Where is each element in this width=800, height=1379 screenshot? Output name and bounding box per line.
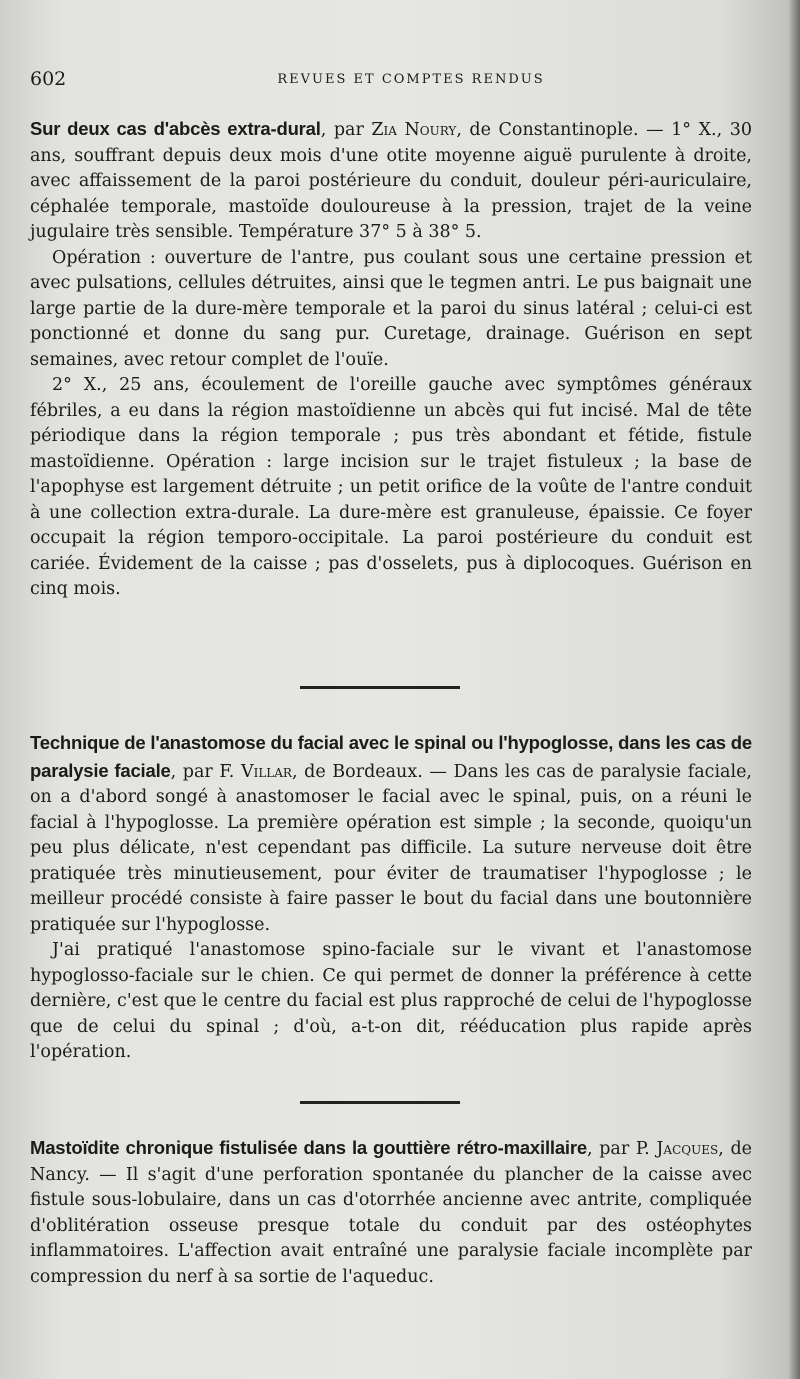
article-2-body: , de Bordeaux. — Dans les cas de paralysie faciale, on a d'abord songé à anastomoser le facial avec le spinal, puis, on a réuni le facial à l'hypoglosse. La première opération est simple ; la seconde, quoiqu'un peu plus délicate, n'est cependant pas difficile. La suture nerveuse doit être pratiquée très minutieusement, pour éviter de traumatiser l'hypoglosse ; le meilleur procédé consiste à faire passer le bout du facial dans une boutonnière pratiquée sur l'hypoglosse. — [30, 761, 752, 935]
article-2-paragraph-1 — [30, 730, 752, 938]
article-extra-dural-abscess — [30, 116, 752, 603]
article-1-paragraph-3: 2° X., 25 ans, écoulement de l'oreille gauche avec symptômes généraux fébriles, a eu dans la région mastoïdienne un abcès qui fut incisé. Mal de tête périodique dans la région temporale ; pus très abondant et fétide, fistule mastoïdienne. Opération : large incision sur le trajet fistuleux ; la base de l'apophyse est largement détruite ; un petit orifice de la voûte de l'antre conduit à une collection extra-durale. La dure-mère est granuleuse, épaissie. Ce foyer occupait la région temporo-occipitale. La paroi postérieure du conduit est cariée. Évidement de la caisse ; pas d'osselets, pus à diplocoques. Guérison en cinq mois. — [30, 375, 752, 599]
article-3-author: Jacques — [656, 1139, 719, 1159]
article-2-pre-author: , par F. — [170, 761, 241, 782]
page-header — [30, 68, 772, 98]
article-1-pre-author: , par — [320, 120, 372, 140]
article-3-paragraph-1 — [30, 1135, 752, 1290]
article-1-title: Sur deux cas d'abcès extra-dural — [30, 118, 321, 139]
article-2-title: Technique de l'anastomose du facial avec le spinal ou l'hypoglosse, dans les cas de paralysie faciale — [30, 732, 752, 781]
section-divider-1 — [300, 686, 460, 689]
article-2-paragraph-2: J'ai pratiqué l'anastomose spino-faciale sur le vivant et l'anastomose hypoglosso-faciale sur le chien. Ce qui permet de donner la préférence à cette dernière, c'est que le centre du facial est plus rapproché de celui de l'hypoglosse que de celui du spinal ; d'où, a-t-on dit, rééducation plus rapide après l'opération. — [30, 940, 752, 1062]
article-1-paragraph-2: Opération : ouverture de l'antre, pus coulant sous une certaine pression et avec pulsations, cellules détruites, ainsi que le tegmen antri. Le pus baignait une large partie de la dure-mère temporale et la paroi du sinus latéral ; celui-ci est ponctionné et donne du sang pur. Curetage, drainage. Guérison en sept semaines, avec retour complet de l'ouïe. — [30, 247, 752, 370]
section-divider-2 — [300, 1101, 460, 1104]
article-facial-anastomosis — [30, 730, 752, 1066]
article-1-paragraph-1 — [30, 116, 752, 246]
article-chronic-mastoiditis — [30, 1135, 752, 1290]
running-head: REVUES ET COMPTES RENDUS — [277, 72, 545, 87]
article-1-author: Zia Noury — [371, 120, 457, 140]
page-number: 602 — [30, 68, 67, 90]
article-3-pre-author: , par P. — [586, 1139, 657, 1159]
article-3-body: , de Nancy. — Il s'agit d'une perforation spontanée du plancher de la caisse avec fistule sous-lobulaire, dans un cas d'otorrhée ancienne avec antrite, compliquée d'oblitération osseuse presque totale du conduit par des ostéophytes inflammatoires. L'affection avait entraîné une paralysie faciale incomplète par compression du nerf à sa sortie de l'aqueduc. — [30, 1139, 753, 1287]
page-edge-shadow — [788, 0, 800, 1379]
article-1-body: , de Constantinople. — 1° X., 30 ans, souffrant depuis deux mois d'une otite moyenne aiguë purulente à droite, avec affaissement de la paroi postérieure du conduit, douleur péri-auriculaire, céphalée temporale, mastoïde douloureuse à la pression, trajet de la veine jugulaire très sensible. Température 37° 5 à 38° 5. — [30, 120, 752, 242]
article-2-author: Villar — [240, 761, 292, 782]
article-3-title: Mastoïdite chronique fistulisée dans la gouttière rétro-maxillaire — [30, 1137, 587, 1158]
